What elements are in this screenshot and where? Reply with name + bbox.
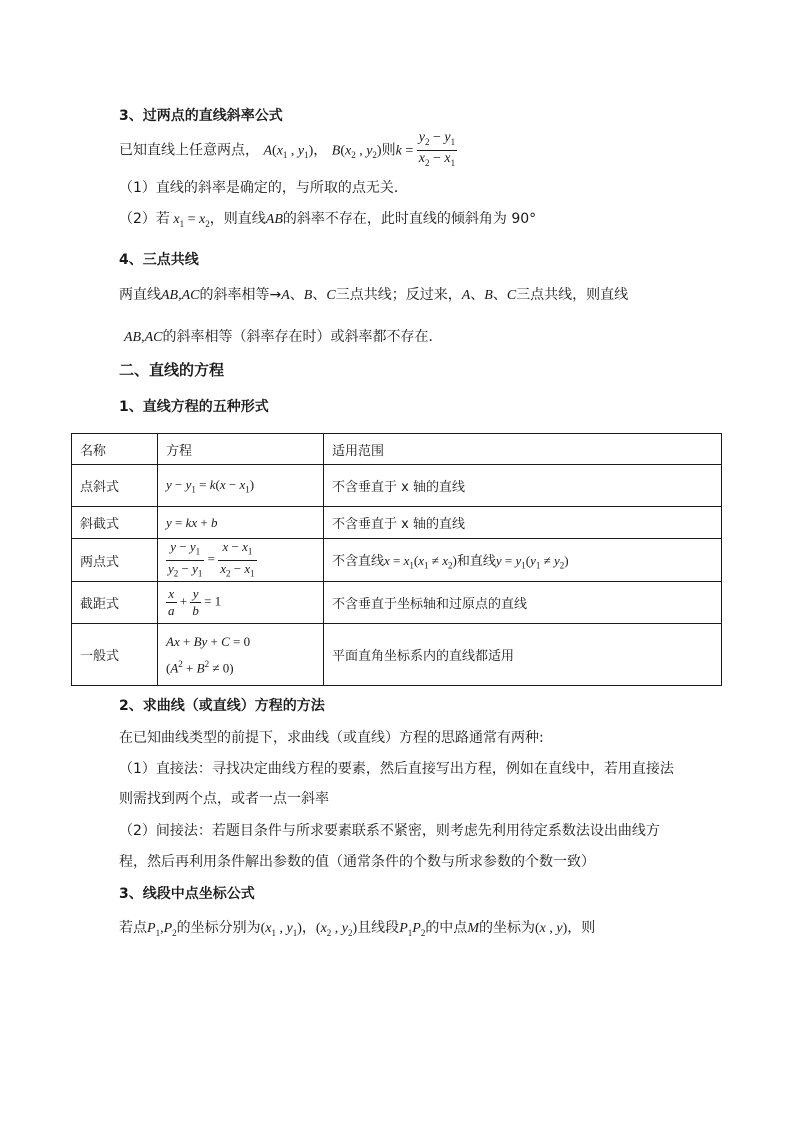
table-row xyxy=(72,465,722,507)
midpoint-text-d: 的中点 xyxy=(425,920,468,936)
direct-method-line-2: 则需找到两个点，或者一点一斜率 xyxy=(119,791,329,807)
section-3-title: 3、过两点的直线斜率公式 xyxy=(119,108,283,124)
collinear-text-b: 的斜率相等→ xyxy=(199,287,282,303)
row-name-point-slope: 点斜式 xyxy=(72,465,158,507)
subsection-1-title: 1、直线方程的五种形式 xyxy=(119,399,269,415)
table-header-row xyxy=(72,434,722,465)
slope-formula-line: 已知直线上任意两点， $A(x_1$ , $y_1$)， $B(x_2$ , $y_2$)则k = $\frac{y_2 - y_1}{x_2 - x_1}$ xyxy=(119,130,457,175)
table-header-name: 名称 xyxy=(72,434,158,465)
table-header-range: 适用范围 xyxy=(324,434,722,465)
table-row xyxy=(72,582,722,624)
subsection-3-title: 3、线段中点坐标公式 xyxy=(119,886,255,902)
midpoint-text-c: 且线段 xyxy=(357,920,400,936)
line-equation-forms-table xyxy=(71,433,722,686)
row-name-general: 一般式 xyxy=(72,624,158,686)
collinear-text-c: 三点共线；反过来， xyxy=(335,287,462,303)
two-point-range-b: 和直线 xyxy=(456,553,496,569)
direct-method-line-1: （1）直接法：寻找决定曲线方程的要素，然后直接写出方程，例如在直线中，若用直接法 xyxy=(119,761,674,777)
row-range-two-point: 不含直线$x = x_1(x_1 \ne x_2)$和直线$y = y_1(y_1 \ne y_2)$ xyxy=(324,539,722,582)
row-equation-general: Ax + By + C = 0 $(A^2 + B^2 \ne 0)$ xyxy=(158,624,324,686)
midpoint-text-a: 若点 xyxy=(119,920,147,936)
slope-intro-text: 已知直线上任意两点， xyxy=(119,142,259,159)
row-equation-slope-intercept: y = kx + b xyxy=(158,507,324,539)
row-name-intercept: 截距式 xyxy=(72,582,158,624)
indirect-method-line-1: （2）间接法：若题目条件与所求要素联系不紧密，则考虑先利用待定系数法设出曲线方 xyxy=(119,823,660,839)
row-name-slope-intercept: 斜截式 xyxy=(72,507,158,539)
method-intro: 在已知曲线类型的前提下，求曲线（或直线）方程的思路通常有两种: xyxy=(119,730,544,746)
midpoint-text-b: 的坐标分别为 xyxy=(176,920,261,936)
midpoint-text-f: ，则 xyxy=(567,920,596,936)
midpoint-formula-line: 若点$P_1,P_2$的坐标分别为($x_1$ , $y_1$)，($x_2$ , $y_2$)且线段$P_1P_2$的中点M的坐标为(x , y)，则 xyxy=(119,920,596,938)
row-equation-point-slope: $y - y_1 = k(x - x_1)$ xyxy=(158,465,324,507)
row-range-general: 平面直角坐标系内的直线都适用 xyxy=(324,624,722,686)
point-b-expr: B xyxy=(331,143,341,159)
slope-fraction: $\frac{y_2 - y_1}{x_2 - x_1}$ xyxy=(418,130,456,168)
collinear-text-d: 三点共线，则直线 xyxy=(516,287,629,303)
slope-note-2-c: 的斜率不存在，此时直线的倾斜角为 90° xyxy=(282,211,537,227)
table-row xyxy=(72,539,722,582)
point-a-expr: A xyxy=(263,143,273,159)
midpoint-text-e: 的坐标为 xyxy=(478,920,535,936)
table-header-equation: 方程 xyxy=(158,434,324,465)
row-range-point-slope: 不含垂直于 x 轴的直线 xyxy=(324,465,722,507)
slope-note-2-a: （2）若 xyxy=(119,211,170,227)
row-range-slope-intercept: 不含垂直于 x 轴的直线 xyxy=(324,507,722,539)
table-row xyxy=(72,507,722,539)
collinear-line-1: 两直线AB,AC的斜率相等→A、B、C三点共线；反过来，A、B、C三点共线，则直线 xyxy=(119,287,629,303)
row-name-two-point: 两点式 xyxy=(72,539,158,582)
part-2-title: 二、直线的方程 xyxy=(119,361,225,379)
section-4-title: 4、三点共线 xyxy=(119,252,199,268)
row-equation-intercept: $\frac{x}{a}$ + $\frac{y}{b}$ = 1 xyxy=(158,582,324,624)
collinear-text-a: 两直线 xyxy=(119,287,161,303)
slope-then-text: 则 xyxy=(381,142,396,159)
collinear-text-e: 的斜率相等（斜率存在时）或斜率都不存在． xyxy=(162,329,443,345)
row-equation-two-point: $\frac{y - y_1}{y_2 - y_1}$ = $\frac{x - x_1}{x_2 - x_1}$ xyxy=(158,539,324,582)
row-range-intercept: 不含垂直于坐标轴和过原点的直线 xyxy=(324,582,722,624)
table-row xyxy=(72,624,722,686)
slope-note-2: （2）若 $x_1 = x_2$，则直线AB的斜率不存在，此时直线的倾斜角为 90° xyxy=(119,211,537,229)
two-point-range-a: 不含直线 xyxy=(332,553,385,569)
collinear-line-2: AB,AC的斜率相等（斜率存在时）或斜率都不存在． xyxy=(124,329,443,345)
subsection-2-title: 2、求曲线（或直线）方程的方法 xyxy=(119,698,325,714)
slope-note-1: （1）直线的斜率是确定的，与所取的点无关． xyxy=(119,180,408,196)
slope-note-2-b: ，则直线 xyxy=(209,211,266,227)
indirect-method-line-2: 程，然后再利用条件解出参数的值（通常条件的个数与所求参数的个数一致） xyxy=(119,854,595,870)
